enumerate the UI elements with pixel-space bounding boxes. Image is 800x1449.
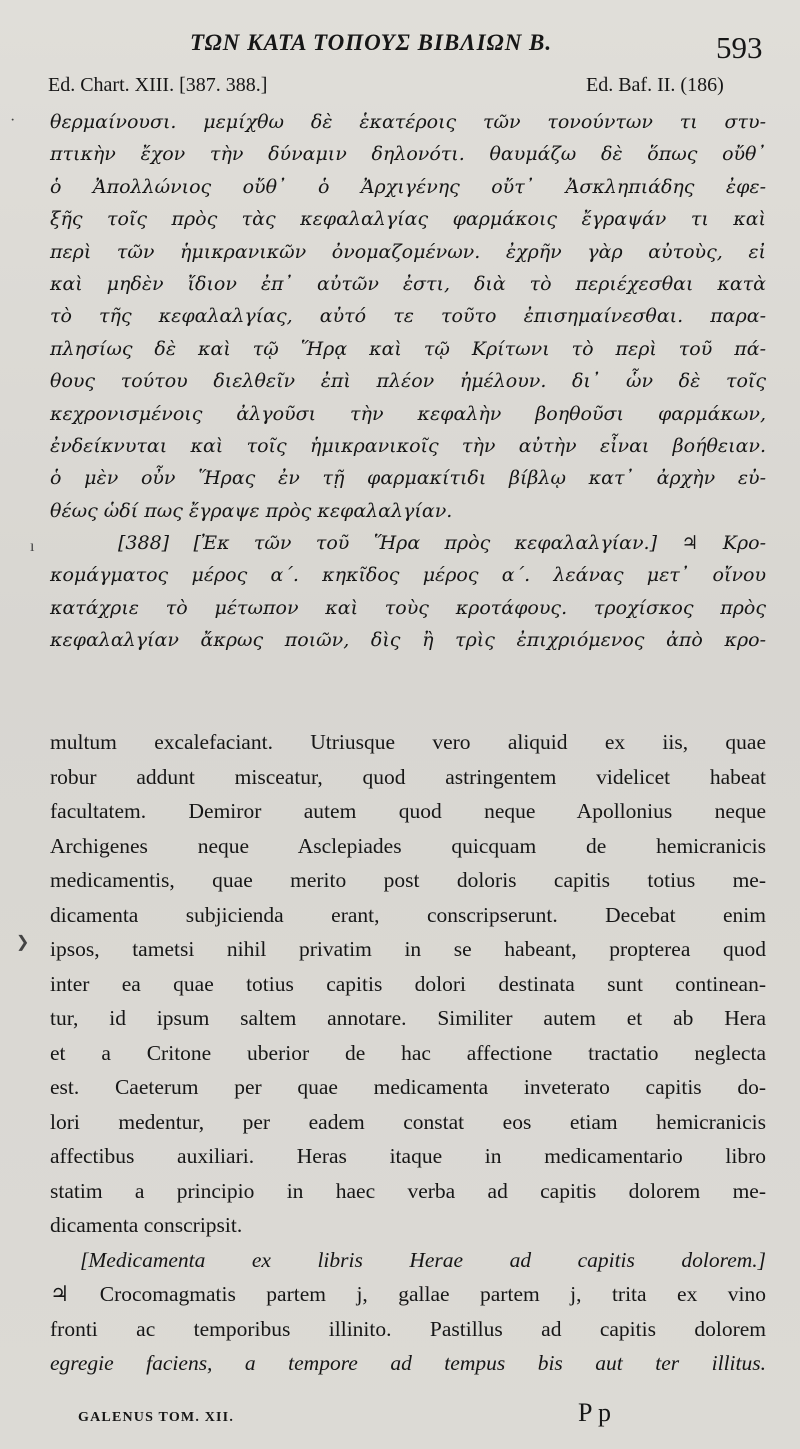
- greek-line: ἐνδείκνυται καὶ τοῖς ἡμικρανικοῖς τὴν αὐτὴν εἶναι βοήθειαν.: [50, 434, 766, 457]
- latin-line: multum excalefaciant. Utriusque vero aliquid ex iis, quae: [50, 730, 766, 754]
- greek-recipe-heading-line: [388] [Ἐκ τῶν τοῦ Ἥρα πρὸς κεφαλαλγίαν.] ♃ Κρο-: [118, 532, 766, 555]
- latin-line: lori medentur, per eadem constat eos etiam hemicranicis: [50, 1109, 766, 1134]
- gathering-mark: P p: [578, 1398, 611, 1427]
- greek-line: κεχρονισμένοις ἀλγοῦσι τὴν κεφαλὴν βοηθοῦσι φαρμάκων,: [50, 402, 766, 425]
- latin-line: robur addunt misceatur, quod astringentem videlicet habeat: [50, 764, 766, 789]
- greek-line: θέως ὡδί πως ἔγραψε πρὸς κεφαλαλγίαν.: [50, 499, 453, 522]
- greek-line: πτικὴν ἔχον τὴν δύναμιν δηλονότι. θαυμάζω δὲ ὅπως οὔθ᾿: [50, 143, 766, 166]
- latin-line: inter ea quae totius capitis dolori destinata sunt continean-: [50, 971, 766, 996]
- greek-line: πλησίως δὲ καὶ τῷ Ἥρᾳ καὶ τῷ Κρίτωνι τὸ περὶ τοῦ πά-: [50, 337, 766, 360]
- latin-line: et a Critone uberior de hac affectione tractatio neglecta: [50, 1040, 766, 1065]
- latin-line: ipsos, tametsi nihil privatim in se habeant, propterea quod: [50, 937, 766, 961]
- greek-line: περὶ τῶν ἡμικρανικῶν ὀνομαζομένων. ἐχρῆν γὰρ αὐτοὺς, εἰ: [50, 240, 766, 263]
- greek-line: κατάχριε τὸ μέτωπον καὶ τοὺς κροτάφους. τροχίσκος πρὸς: [50, 596, 766, 619]
- greek-line: καὶ μηδὲν ἴδιον ἐπ᾿ αὐτῶν ἐστι, διὰ τὸ περιέχεσθαι κατὰ: [50, 272, 766, 295]
- latin-line: est. Caeterum per quae medicamenta inveterato capitis do-: [50, 1075, 766, 1099]
- latin-line: affectibus auxiliari. Heras itaque in medicamentario libro: [50, 1144, 766, 1168]
- greek-line: ὁ Ἀπολλώνιος οὔθ᾿ ὁ Ἀρχιγένης οὔτ᾿ Ἀσκληπιάδης ἐφε-: [50, 175, 766, 198]
- greek-line: θους τούτου διελθεῖν ἐπὶ πλέον ἠμέλουν. δι᾿ ὧν δὲ τοῖς: [50, 370, 766, 393]
- latin-line: statim a principio in haec verba ad capitis dolorem me-: [50, 1178, 766, 1203]
- latin-line: egregie faciens, a tempore ad tempus bis aut ter illitus.: [50, 1351, 766, 1375]
- greek-line: ὁ μὲν οὖν Ἥρας ἐν τῇ φαρμακίτιδι βίβλῳ κατ᾿ ἀρχὴν εὐ-: [50, 467, 766, 490]
- latin-line: dicamenta subjicienda erant, conscripserunt. Decebat enim: [50, 902, 766, 927]
- signature-mark: GALENUS TOM. XII.: [78, 1410, 235, 1425]
- greek-line: ξῆς τοῖς πρὸς τὰς κεφαλαλγίας φαρμάκοις ἔγραψάν τι καὶ: [50, 208, 766, 231]
- greek-line: κεφαλαλγίαν ἄκρως ποιῶν, δὶς ἢ τρὶς ἐπιχριόμενος ἀπὸ κρο-: [50, 629, 766, 652]
- latin-line: dicamenta conscripsit.: [50, 1213, 243, 1237]
- margin-arrow-mark: ❯: [16, 934, 30, 951]
- edition-reference-left: Ed. Chart. XIII. [387. 388.]: [48, 74, 268, 96]
- latin-text-block: [50, 725, 766, 1381]
- latin-line: tur, id ipsum saltem annotare. Similiter autem et ab Hera: [50, 1006, 766, 1030]
- page-number: 593: [716, 30, 763, 65]
- latin-line: ♃ Crocomagmatis partem j, gallae partem j, trita ex vino: [50, 1282, 766, 1306]
- latin-recipe-heading-line: [Medicamenta ex libris Herae ad capitis dolorem.]: [80, 1247, 766, 1272]
- greek-line: τὸ τῆς κεφαλαλγίας, αὐτό τε τοῦτο ἐπισημαίνεσθαι. παρα-: [50, 305, 766, 328]
- latin-line: fronti ac temporibus illinito. Pastillus ad capitis dolorem: [50, 1316, 766, 1341]
- greek-line: κομάγματος μέρος α΄. κηκῖδος μέρος α΄. λεάνας μετ᾿ οἴνου: [50, 564, 766, 587]
- margin-dot-mark: ·: [10, 112, 16, 129]
- greek-line: θερμαίνουσι. μεμίχθω δὲ ἑκατέροις τῶν τονούντων τι στυ-: [50, 111, 766, 133]
- margin-tick-mark: ı: [30, 538, 35, 555]
- running-header-title: ΤΩΝ ΚΑΤΑ ΤΟΠΟΥΣ ΒΙΒΛΙΩΝ Β.: [190, 30, 553, 55]
- latin-line: facultatem. Demiror autem quod neque Apollonius neque: [50, 799, 766, 823]
- latin-line: medicamentis, quae merito post doloris capitis totius me-: [50, 868, 766, 892]
- greek-text-block: [50, 106, 766, 657]
- latin-line: Archigenes neque Asclepiades quicquam de hemicranicis: [50, 833, 766, 858]
- edition-reference-right: Ed. Baf. II. (186): [586, 74, 724, 96]
